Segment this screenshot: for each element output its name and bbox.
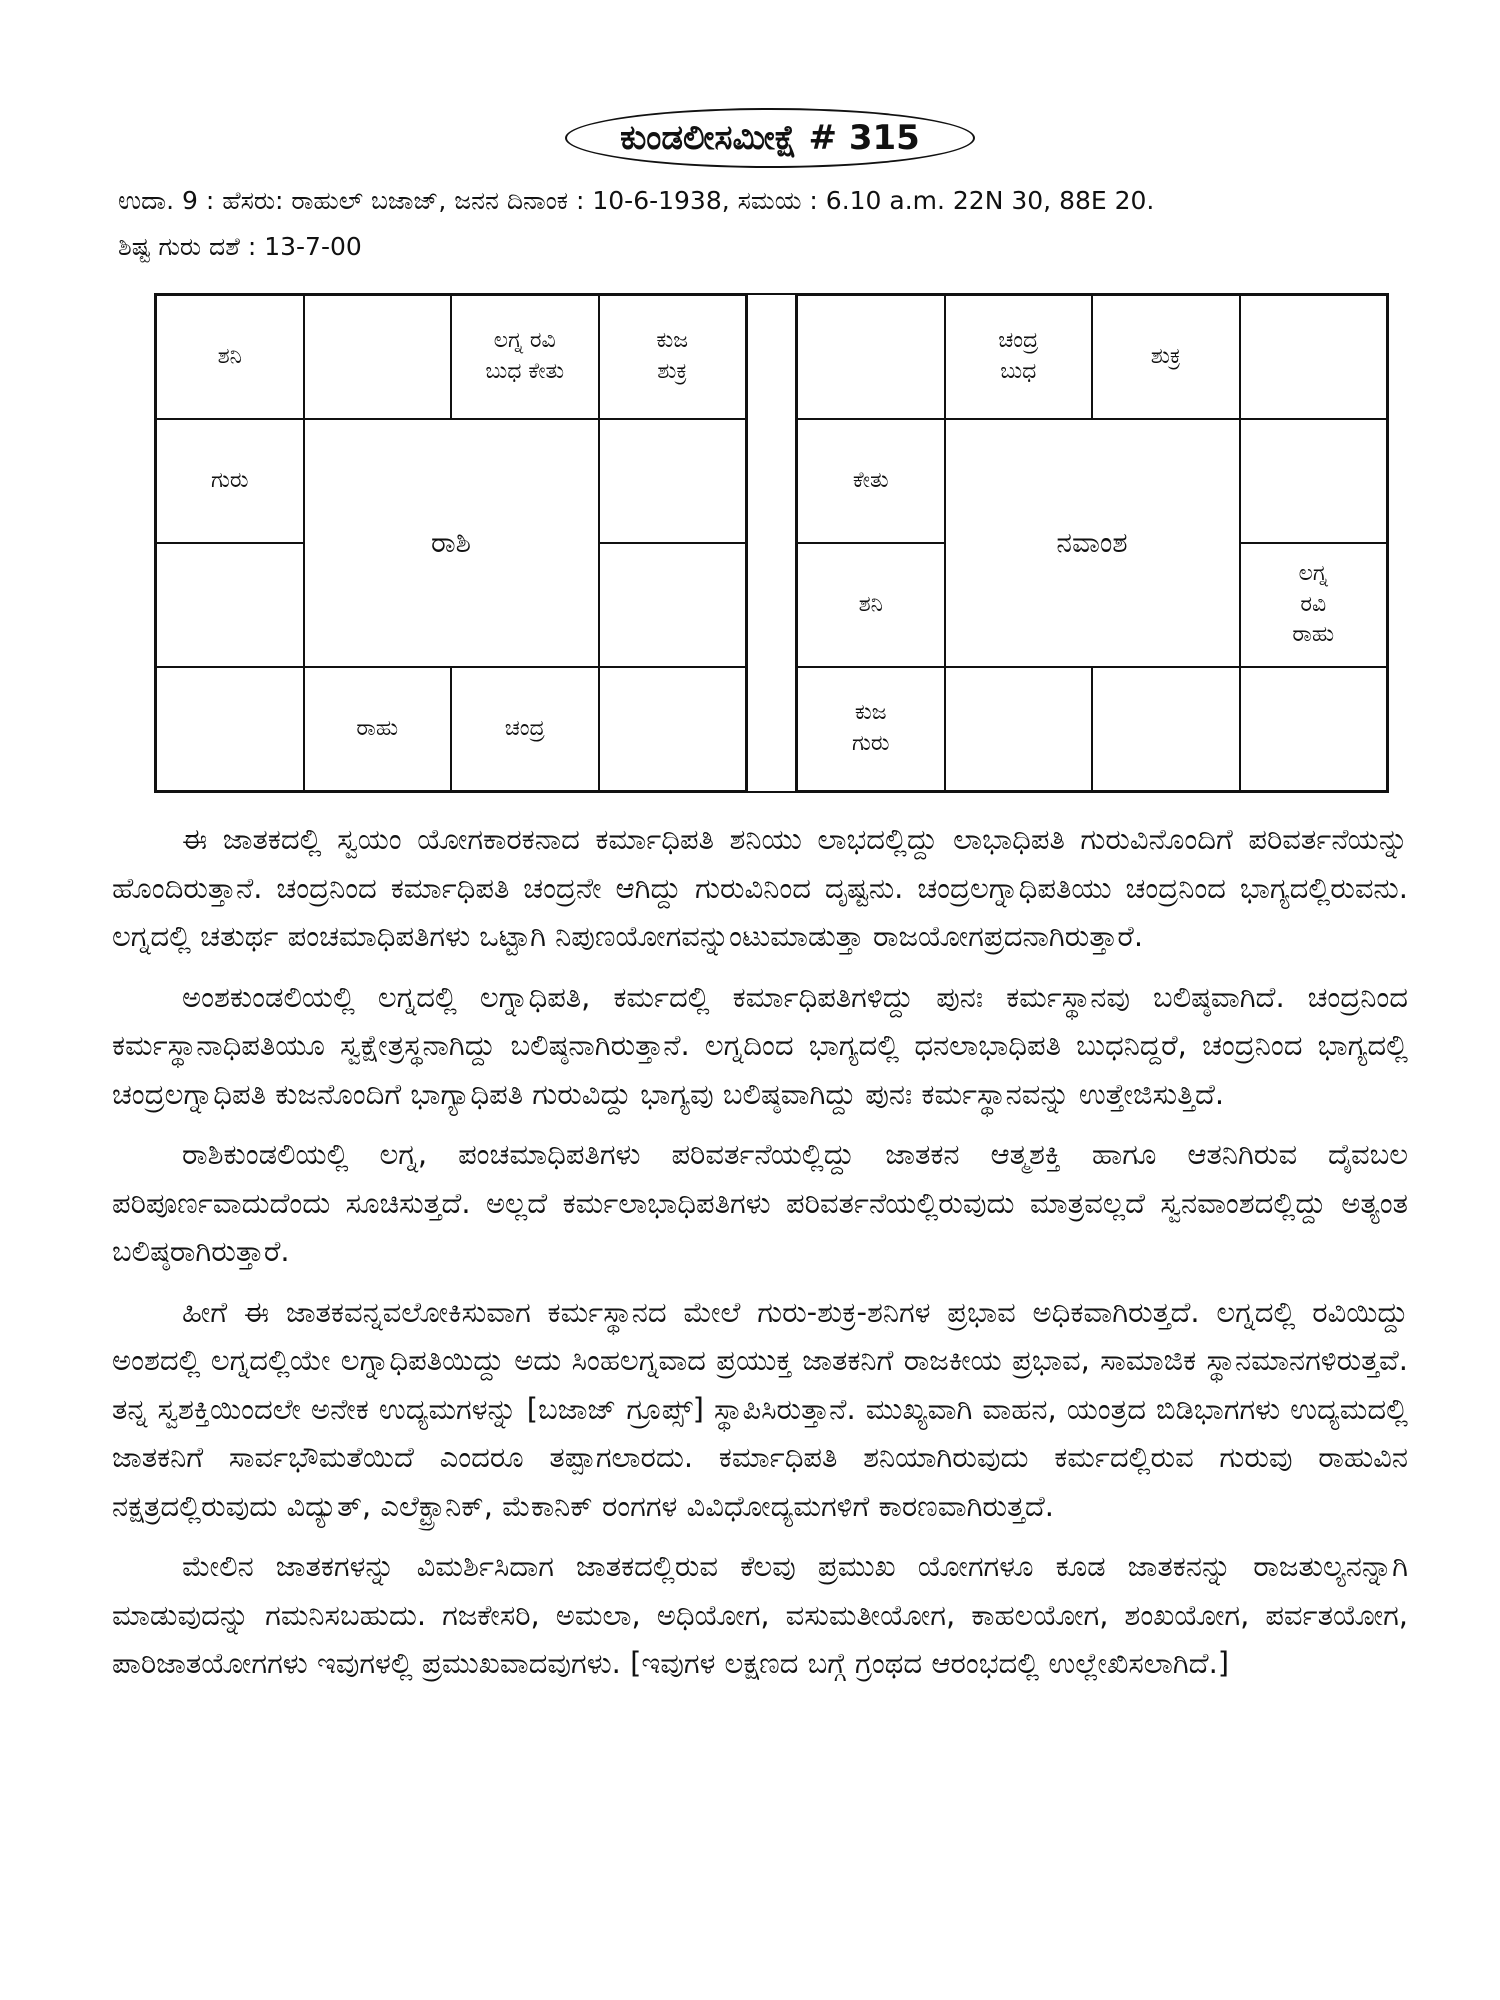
planet-label: ಶುಕ್ರ xyxy=(657,359,688,384)
chart-house-cell xyxy=(945,295,1093,419)
paragraph: ಅಂಶಕುಂಡಲಿಯಲ್ಲಿ ಲಗ್ನದಲ್ಲಿ ಲಗ್ನಾಧಿಪತಿ, ಕರ್ಮದಲ್ಲಿ ಕರ್ಮಾಧಿಪತಿಗಳಿದ್ದು ಪುನಃ ಕರ್ಮಸ್ಥಾನವು ಬಲಿಷ್ಠವಾಗಿದೆ. ಚಂದ್ರನಿಂದ ಕರ್ಮಸ್ಥಾನಾಧಿಪತಿಯೂ ಸ್ವಕ್ಷೇತ್ರಸ್ಥನಾಗಿದ್ದು ಬಲಿಷ್ಠನಾಗಿರುತ್ತಾನೆ. ಲಗ್ನದಿಂದ ಭಾಗ್ಯದಲ್ಲಿ ಧನಲಾಭಾಧಿಪತಿ ಬುಧನಿದ್ದರೆ, ಚಂದ್ರನಿಂದ ಭಾಗ್ಯದಲ್ಲಿ ಚಂದ್ರಲಗ್ನಾಧಿಪತಿ ಕುಜನೊಂದಿಗೆ ಭಾಗ್ಯಾಧಿಪತಿ ಗುರುವಿದ್ದು ಭಾಗ್ಯವು ಬಲಿಷ್ಠವಾಗಿದ್ದು ಪುನಃ ಕರ್ಮಸ್ಥಾನವನ್ನು ಉತ್ತೇಜಿಸುತ್ತಿದೆ. xyxy=(112,979,1408,1111)
planet-label: ಕುಜ xyxy=(656,328,689,354)
planet-label: ಲಗ್ನ xyxy=(1298,560,1328,586)
paragraph: ಈ ಜಾತಕದಲ್ಲಿ ಸ್ವಯಂ ಯೋಗಕಾರಕನಾದ ಕರ್ಮಾಧಿಪತಿ ಶನಿಯು ಲಾಭದಲ್ಲಿದ್ದು ಲಾಭಾಧಿಪತಿ ಗುರುವಿನೊಂದಿಗೆ ಪರಿವರ್ತನೆಯನ್ನು ಹೊಂದಿರುತ್ತಾನೆ. ಚಂದ್ರನಿಂದ ಕರ್ಮಾಧಿಪತಿ ಚಂದ್ರನೇ ಆಗಿದ್ದು ಗುರುವಿನಿಂದ ದೃಷ್ಟನು. ಚಂದ್ರಲಗ್ನಾಧಿಪತಿಯು ಚಂದ್ರನಿಂದ ಭಾಗ್ಯದಲ್ಲಿರುವನು. ಲಗ್ನದಲ್ಲಿ ಚತುರ್ಥ ಪಂಚಮಾಧಿಪತಿಗಳು ಒಟ್ಟಾಗಿ ನಿಪುಣಯೋಗವನ್ನುಂಟುಮಾಡುತ್ತಾ ರಾಜಯೋಗಪ್ರದನಾಗಿರುತ್ತಾರೆ. xyxy=(112,822,1408,953)
chart-house-cell xyxy=(797,419,945,543)
planet-label: ಗುರು xyxy=(851,731,890,756)
chart-divider xyxy=(748,293,795,793)
chart-center-label: ನವಾಂಶ xyxy=(945,419,1240,667)
planet-label: ಕೇತು xyxy=(852,467,889,493)
chart-house-cell xyxy=(797,295,945,419)
chart-house-cell xyxy=(156,667,304,791)
chart-house-cell xyxy=(1240,419,1388,543)
planet-label: ರಾಹು xyxy=(1292,622,1335,648)
planet-label: ರಾಹು xyxy=(356,715,399,741)
chart-house-cell xyxy=(1240,667,1388,791)
chart-house-cell xyxy=(451,667,599,791)
chart-house-cell xyxy=(797,667,945,791)
paragraph: ರಾಶಿಕುಂಡಲಿಯಲ್ಲಿ ಲಗ್ನ, ಪಂಚಮಾಧಿಪತಿಗಳು ಪರಿವರ್ತನೆಯಲ್ಲಿದ್ದು ಜಾತಕನ ಆತ್ಮಶಕ್ತಿ ಹಾಗೂ ಆತನಿಗಿರುವ ದೈವಬಲ ಪರಿಪೂರ್ಣವಾದುದೆಂದು ಸೂಚಿಸುತ್ತದೆ. ಅಲ್ಲದೆ ಕರ್ಮಲಾಭಾಧಿಪತಿಗಳು ಪರಿವರ್ತನೆಯಲ್ಲಿರುವುದು ಮಾತ್ರವಲ್ಲದೆ ಸ್ವನವಾಂಶದಲ್ಲಿದ್ದು ಅತ್ಯಂತ ಬಲಿಷ್ಠರಾಗಿರುತ್ತಾರೆ. xyxy=(112,1137,1408,1268)
chart-house-cell xyxy=(1092,295,1240,419)
chart-house-cell xyxy=(599,667,747,791)
chart-house-cell xyxy=(156,295,304,419)
chart-house-cell xyxy=(304,295,452,419)
chart-house-cell xyxy=(945,667,1093,791)
chart-center-label: ರಾಶಿ xyxy=(304,419,599,667)
page-title: ಕುಂಡಲೀಸಮೀಕ್ಷೆ # 315 xyxy=(565,108,975,168)
planet-label: ಶನಿ xyxy=(858,591,883,617)
planet-label: ಲಗ್ನ ರವಿ xyxy=(493,328,556,354)
chart-house-cell xyxy=(156,543,304,667)
chart-house-cell xyxy=(599,419,747,543)
chart-house-cell xyxy=(1092,667,1240,791)
planet-label: ಗುರು xyxy=(210,467,249,493)
chart-house-cell xyxy=(599,543,747,667)
planet-label: ಶನಿ xyxy=(217,343,242,369)
planet-label: ಬುಧ ಕೇತು xyxy=(485,359,565,384)
paragraph: ಹೀಗೆ ಈ ಜಾತಕವನ್ನವಲೋಕಿಸುವಾಗ ಕರ್ಮಸ್ಥಾನದ ಮೇಲೆ ಗುರು-ಶುಕ್ರ-ಶನಿಗಳ ಪ್ರಭಾವ ಅಧಿಕವಾಗಿರುತ್ತದೆ. ಲಗ್ನದಲ್ಲಿ ರವಿಯಿದ್ದು ಅಂಶದಲ್ಲಿ ಲಗ್ನದಲ್ಲಿಯೇ ಲಗ್ನಾಧಿಪತಿಯಿದ್ದು ಅದು ಸಿಂಹಲಗ್ನವಾದ ಪ್ರಯುಕ್ತ ಜಾತಕನಿಗೆ ರಾಜಕೀಯ ಪ್ರಭಾವ, ಸಾಮಾಜಿಕ ಸ್ಥಾನಮಾನಗಳಿರುತ್ತವೆ. ತನ್ನ ಸ್ವಶಕ್ತಿಯಿಂದಲೇ ಅನೇಕ ಉದ್ಯಮಗಳನ್ನು [ಬಜಾಜ್ ಗ್ರೂಪ್ಸ್] ಸ್ಥಾಪಿಸಿರುತ್ತಾನೆ. ಮುಖ್ಯವಾಗಿ ವಾಹನ, ಯಂತ್ರದ ಬಿಡಿಭಾಗಗಳು ಉದ್ಯಮದಲ್ಲಿ ಜಾತಕನಿಗೆ ಸಾರ್ವಭೌಮತೆಯಿದೆ ಎಂದರೂ ತಪ್ಪಾಗಲಾರದು. ಕರ್ಮಾಧಿಪತಿ ಶನಿಯಾಗಿರುವುದು ಕರ್ಮದಲ್ಲಿರುವ ಗುರುವು ರಾಹುವಿನ ನಕ್ಷತ್ರದಲ್ಲಿರುವುದು ವಿದ್ಯುತ್, ಎಲೆಕ್ಟ್ರಾನಿಕ್, ಮೆಕಾನಿಕ್ ರಂಗಗಳ ವಿವಿಧೋದ್ಯಮಗಳಿಗೆ ಕಾರಣವಾಗಿರುತ್ತದೆ. xyxy=(112,1294,1408,1523)
chart-house-cell xyxy=(156,419,304,543)
rasi-chart xyxy=(154,293,748,793)
planet-label: ಚಂದ್ರ xyxy=(504,715,545,741)
birth-details: ಉದಾ. 9 : ಹೆಸರು: ರಾಹುಲ್ ಬಜಾಜ್, ಜನನ ದಿನಾಂಕ : 10-6-1938, ಸಮಯ : 6.10 a.m. 22N 30, 88E 20. xyxy=(118,186,1155,215)
dasha-details: ಶಿಷ್ಟ ಗುರು ದಶೆ : 13-7-00 xyxy=(118,232,362,261)
planet-label: ಶುಕ್ರ xyxy=(1150,343,1181,369)
chart-house-cell xyxy=(1240,543,1388,667)
navamsa-chart xyxy=(795,293,1389,793)
planet-label: ರವಿ xyxy=(1300,591,1327,617)
planet-label: ಕುಜ xyxy=(854,700,887,726)
article-body xyxy=(112,815,1408,1700)
chart-house-cell xyxy=(1240,295,1388,419)
planet-label: ಬುಧ xyxy=(1000,359,1037,384)
chart-house-cell xyxy=(797,543,945,667)
chart-house-cell xyxy=(599,295,747,419)
planet-label: ಚಂದ್ರ xyxy=(998,328,1039,354)
chart-house-cell xyxy=(451,295,599,419)
paragraph: ಮೇಲಿನ ಜಾತಕಗಳನ್ನು ವಿಮರ್ಶಿಸಿದಾಗ ಜಾತಕದಲ್ಲಿರುವ ಕೆಲವು ಪ್ರಮುಖ ಯೋಗಗಳೂ ಕೂಡ ಜಾತಕನನ್ನು ರಾಜತುಲ್ಯನನ್ನಾಗಿ ಮಾಡುವುದನ್ನು ಗಮನಿಸಬಹುದು. ಗಜಕೇಸರಿ, ಅಮಲಾ, ಅಧಿಯೋಗ, ವಸುಮತೀಯೋಗ, ಕಾಹಲಯೋಗ, ಶಂಖಯೋಗ, ಪರ್ವತಯೋಗ, ಪಾರಿಜಾತಯೋಗಗಳು ಇವುಗಳಲ್ಲಿ ಪ್ರಮುಖವಾದವುಗಳು. [ಇವುಗಳ ಲಕ್ಷಣದ ಬಗ್ಗೆ ಗ್ರಂಥದ ಆರಂಭದಲ್ಲಿ ಉಲ್ಲೇಖಿಸಲಾಗಿದೆ.] xyxy=(112,1549,1408,1680)
chart-house-cell xyxy=(304,667,452,791)
